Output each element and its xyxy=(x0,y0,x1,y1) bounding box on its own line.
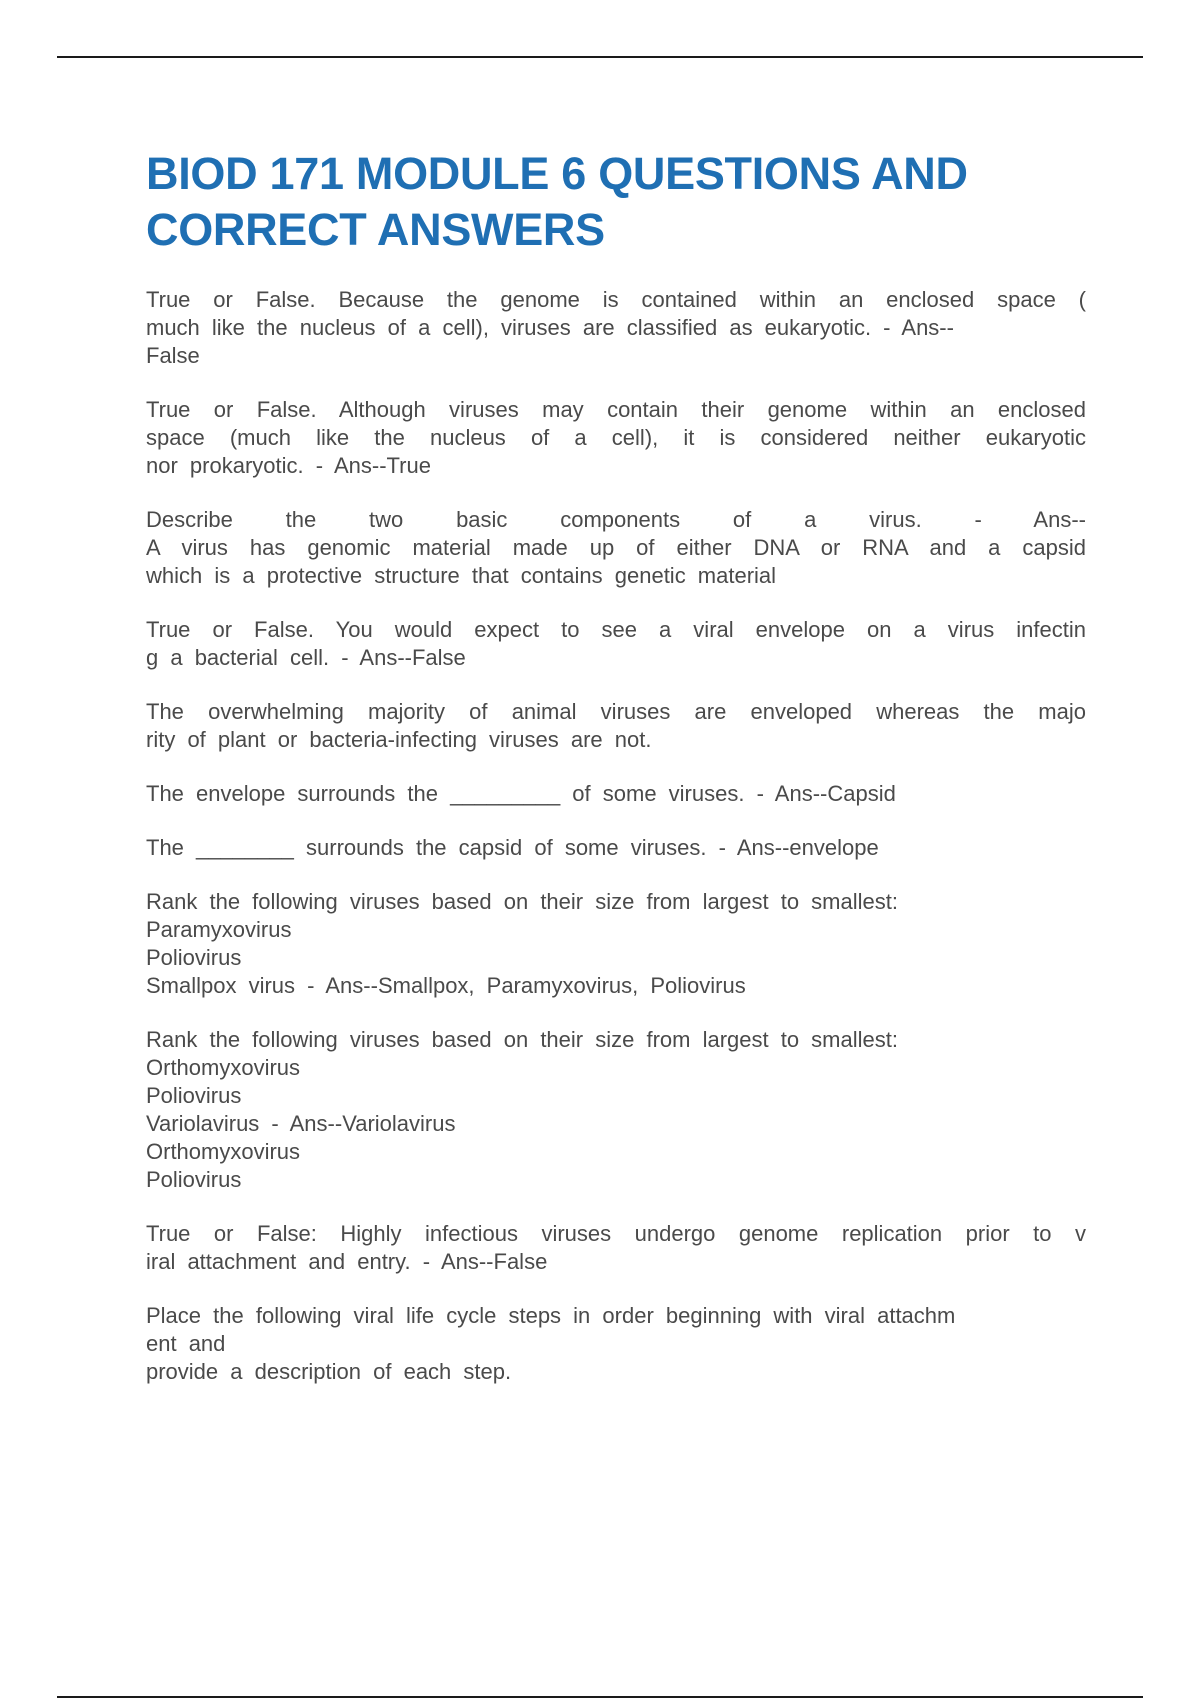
qa-line: Orthomyxovirus xyxy=(146,1055,301,1080)
qa-line: Paramyxovirus xyxy=(146,917,292,942)
qa-line: True or False. Although viruses may contain their genome within an enclosed xyxy=(146,397,1086,422)
top-rule xyxy=(57,56,1143,58)
qa-line: provide a description of each step. xyxy=(146,1359,512,1384)
qa-line: A virus has genomic material made up of either DNA or RNA and a capsid xyxy=(146,535,1086,560)
title-line-2: CORRECT ANSWERS xyxy=(146,204,605,255)
bottom-rule xyxy=(57,1696,1143,1698)
qa-line: False xyxy=(146,343,200,368)
qa-line: space (much like the nucleus of a cell), it is considered neither eukaryotic xyxy=(146,425,1086,450)
qa-item xyxy=(146,506,1086,590)
qa-line: rity of plant or bacteria-infecting viruses are not. xyxy=(146,727,652,752)
qa-line: Rank the following viruses based on their size from largest to smallest: xyxy=(146,1027,898,1052)
qa-line: True or False: Highly infectious viruses undergo genome replication prior to v xyxy=(146,1221,1086,1246)
qa-item xyxy=(146,616,1086,672)
document-body xyxy=(146,146,1086,1412)
qa-line: Describe the two basic components of a virus. - Ans-- xyxy=(146,507,1086,532)
qa-line: which is a protective structure that contains genetic material xyxy=(146,563,777,588)
qa-item xyxy=(146,780,1086,808)
qa-line: Orthomyxovirus xyxy=(146,1139,301,1164)
qa-line: Rank the following viruses based on their size from largest to smallest: xyxy=(146,889,898,914)
qa-line: iral attachment and entry. - Ans--False xyxy=(146,1249,548,1274)
qa-item xyxy=(146,396,1086,480)
qa-line: The overwhelming majority of animal viruses are enveloped whereas the majo xyxy=(146,699,1086,724)
qa-line: Poliovirus xyxy=(146,1083,242,1108)
qa-line: nor prokaryotic. - Ans--True xyxy=(146,453,431,478)
qa-line: The ________ surrounds the capsid of some viruses. - Ans--envelope xyxy=(146,835,879,860)
qa-line: much like the nucleus of a cell), viruses are classified as eukaryotic. - Ans-- xyxy=(146,315,954,340)
qa-item xyxy=(146,698,1086,754)
qa-item xyxy=(146,1220,1086,1276)
qa-item xyxy=(146,286,1086,370)
qa-line: True or False. Because the genome is contained within an enclosed space ( xyxy=(146,287,1086,312)
qa-line: Variolavirus - Ans--Variolavirus xyxy=(146,1111,456,1136)
qa-item xyxy=(146,888,1086,1000)
qa-line: Poliovirus xyxy=(146,1167,242,1192)
qa-line: Poliovirus xyxy=(146,945,242,970)
page-title xyxy=(146,146,1086,258)
qa-item xyxy=(146,1302,1086,1386)
qa-line: True or False. You would expect to see a viral envelope on a virus infectin xyxy=(146,617,1086,642)
qa-item xyxy=(146,1026,1086,1194)
qa-line: Smallpox virus - Ans--Smallpox, Paramyxovirus, Poliovirus xyxy=(146,973,746,998)
qa-line: g a bacterial cell. - Ans--False xyxy=(146,645,466,670)
title-line-1: BIOD 171 MODULE 6 QUESTIONS AND xyxy=(146,148,968,199)
qa-line: Place the following viral life cycle steps in order beginning with viral attachm xyxy=(146,1303,956,1328)
qa-item xyxy=(146,834,1086,862)
qa-list xyxy=(146,286,1086,1386)
qa-line: The envelope surrounds the _________ of some viruses. - Ans--Capsid xyxy=(146,781,896,806)
qa-line: ent and xyxy=(146,1331,226,1356)
